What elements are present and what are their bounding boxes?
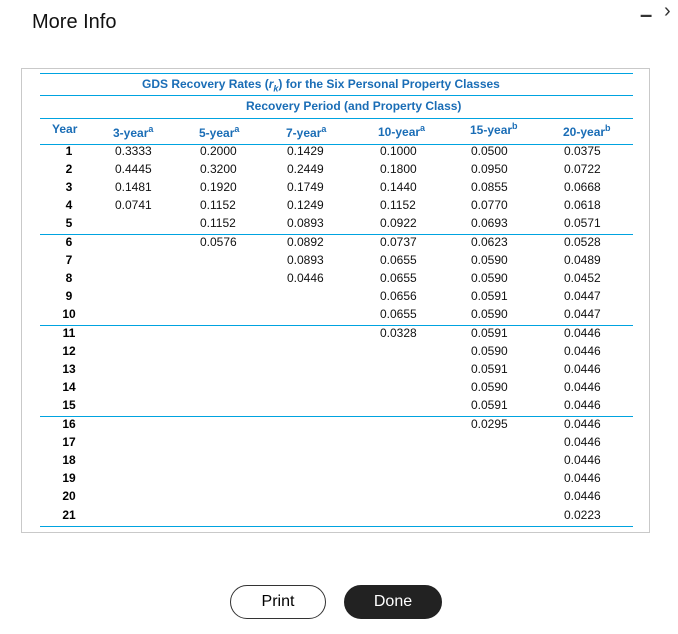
rate-cell: 0.3200 — [200, 162, 237, 176]
rate-cell: 0.2449 — [287, 162, 324, 176]
year-cell: 9 — [65, 289, 73, 303]
rate-cell: 0.0446 — [287, 271, 324, 285]
rate-cell: 0.0446 — [564, 362, 601, 376]
rate-cell: 0.0295 — [471, 417, 508, 431]
column-header-15-year: 15-year$^b$ — [470, 121, 518, 137]
minimize-icon[interactable]: – — [640, 2, 653, 27]
rate-cell: 0.0375 — [564, 144, 601, 158]
rate-cell: 0.0591 — [471, 289, 508, 303]
column-header-10-year: 10-year$^a$ — [378, 123, 426, 139]
rate-cell: 0.0590 — [471, 380, 508, 394]
rate-cell: 0.0591 — [471, 326, 508, 340]
title-rule — [40, 95, 633, 96]
year-cell: 8 — [65, 271, 73, 285]
done-button[interactable]: Done — [344, 585, 442, 619]
column-header-5-year: 5-year$^a$ — [199, 124, 240, 140]
rate-cell: 0.1481 — [115, 180, 152, 194]
rate-cell: 0.0893 — [287, 253, 324, 267]
rate-cell: 0.0571 — [564, 216, 601, 230]
year-cell: 6 — [65, 235, 73, 249]
rate-cell: 0.1152 — [200, 216, 236, 230]
column-header-7-year: 7-year$^a$ — [286, 124, 327, 140]
rate-cell: 0.0528 — [564, 235, 601, 249]
rate-cell: 0.1440 — [380, 180, 417, 194]
rate-cell: 0.0668 — [564, 180, 601, 194]
rate-cell: 0.1429 — [287, 144, 324, 158]
year-cell: 5 — [65, 216, 73, 230]
rate-cell: 0.0446 — [564, 489, 601, 503]
rate-cell: 0.0590 — [471, 253, 508, 267]
rate-cell: 0.0446 — [564, 471, 601, 485]
rate-cell: 0.0591 — [471, 398, 508, 412]
rate-cell: 0.0446 — [564, 380, 601, 394]
rate-cell: 0.0590 — [471, 307, 508, 321]
window-title: More Info — [32, 11, 117, 33]
subtitle-rule — [40, 118, 633, 119]
rate-cell: 0.1249 — [287, 198, 324, 212]
year-cell: 2 — [65, 162, 73, 176]
rate-cell: 0.1152 — [380, 198, 416, 212]
rate-cell: 0.1749 — [287, 180, 324, 194]
rate-cell: 0.0737 — [380, 235, 417, 249]
rate-cell: 0.2000 — [200, 144, 237, 158]
rate-cell: 0.0618 — [564, 198, 601, 212]
year-cell: 15 — [62, 398, 76, 412]
rate-cell: 0.0770 — [471, 198, 508, 212]
rate-cell: 0.0223 — [564, 508, 601, 522]
rate-cell: 0.0623 — [471, 235, 508, 249]
year-cell: 19 — [62, 471, 76, 485]
year-cell: 12 — [62, 344, 76, 358]
rate-cell: 0.0328 — [380, 326, 417, 340]
table-title: GDS Recovery Rates $(r_k)$ for the Six Personal Property Classes — [142, 77, 500, 94]
table-subtitle: Recovery Period (and Property Class) — [246, 99, 462, 113]
rate-cell: 0.0741 — [115, 198, 152, 212]
column-header-3-year: 3-year$^a$ — [113, 124, 154, 140]
year-cell: 18 — [62, 453, 76, 467]
rate-cell: 0.0446 — [564, 417, 601, 431]
close-icon[interactable]: › — [664, 0, 671, 22]
year-cell: 7 — [65, 253, 73, 267]
year-header: Year — [52, 122, 78, 136]
rate-cell: 0.0591 — [471, 362, 508, 376]
rate-cell: 0.0655 — [380, 307, 417, 321]
rate-cell: 0.1800 — [380, 162, 417, 176]
top-rule — [40, 73, 633, 74]
rate-cell: 0.0655 — [380, 271, 417, 285]
rate-cell: 0.0892 — [287, 235, 324, 249]
rate-cell: 0.0446 — [564, 453, 601, 467]
rate-cell: 0.0500 — [471, 144, 508, 158]
rate-cell: 0.0855 — [471, 180, 508, 194]
year-cell: 16 — [62, 417, 76, 431]
print-button[interactable]: Print — [230, 585, 326, 619]
rate-cell: 0.4445 — [115, 162, 152, 176]
year-cell: 11 — [62, 326, 76, 340]
rate-cell: 0.0722 — [564, 162, 601, 176]
rate-cell: 0.0447 — [564, 289, 601, 303]
rate-cell: 0.0446 — [564, 398, 601, 412]
year-cell: 1 — [65, 144, 73, 158]
rate-cell: 0.0922 — [380, 216, 417, 230]
year-cell: 17 — [62, 435, 76, 449]
rate-cell: 0.0590 — [471, 271, 508, 285]
rate-cell: 0.0489 — [564, 253, 601, 267]
year-cell: 14 — [62, 380, 76, 394]
rate-cell: 0.1920 — [200, 180, 237, 194]
group-rule — [40, 526, 633, 527]
rate-cell: 0.0447 — [564, 307, 601, 321]
year-cell: 10 — [62, 307, 76, 321]
group-rule — [40, 416, 633, 417]
rate-cell: 0.0590 — [471, 344, 508, 358]
rate-cell: 0.1000 — [380, 144, 417, 158]
rate-cell: 0.0446 — [564, 344, 601, 358]
year-cell: 13 — [62, 362, 76, 376]
year-cell: 4 — [65, 198, 73, 212]
rate-cell: 0.1152 — [200, 198, 236, 212]
rate-cell: 0.0576 — [200, 235, 237, 249]
rate-cell: 0.0950 — [471, 162, 508, 176]
year-cell: 3 — [65, 180, 73, 194]
column-header-20-year: 20-year$^b$ — [563, 123, 611, 139]
year-cell: 21 — [62, 508, 76, 522]
rate-cell: 0.0693 — [471, 216, 508, 230]
year-cell: 20 — [62, 489, 76, 503]
rate-cell: 0.0656 — [380, 289, 417, 303]
rate-cell: 0.0655 — [380, 253, 417, 267]
rate-cell: 0.0893 — [287, 216, 324, 230]
rate-cell: 0.3333 — [115, 144, 152, 158]
group-rule — [40, 325, 633, 326]
rate-cell: 0.0446 — [564, 435, 601, 449]
group-rule — [40, 234, 633, 235]
rate-cell: 0.0452 — [564, 271, 601, 285]
rate-cell: 0.0446 — [564, 326, 601, 340]
